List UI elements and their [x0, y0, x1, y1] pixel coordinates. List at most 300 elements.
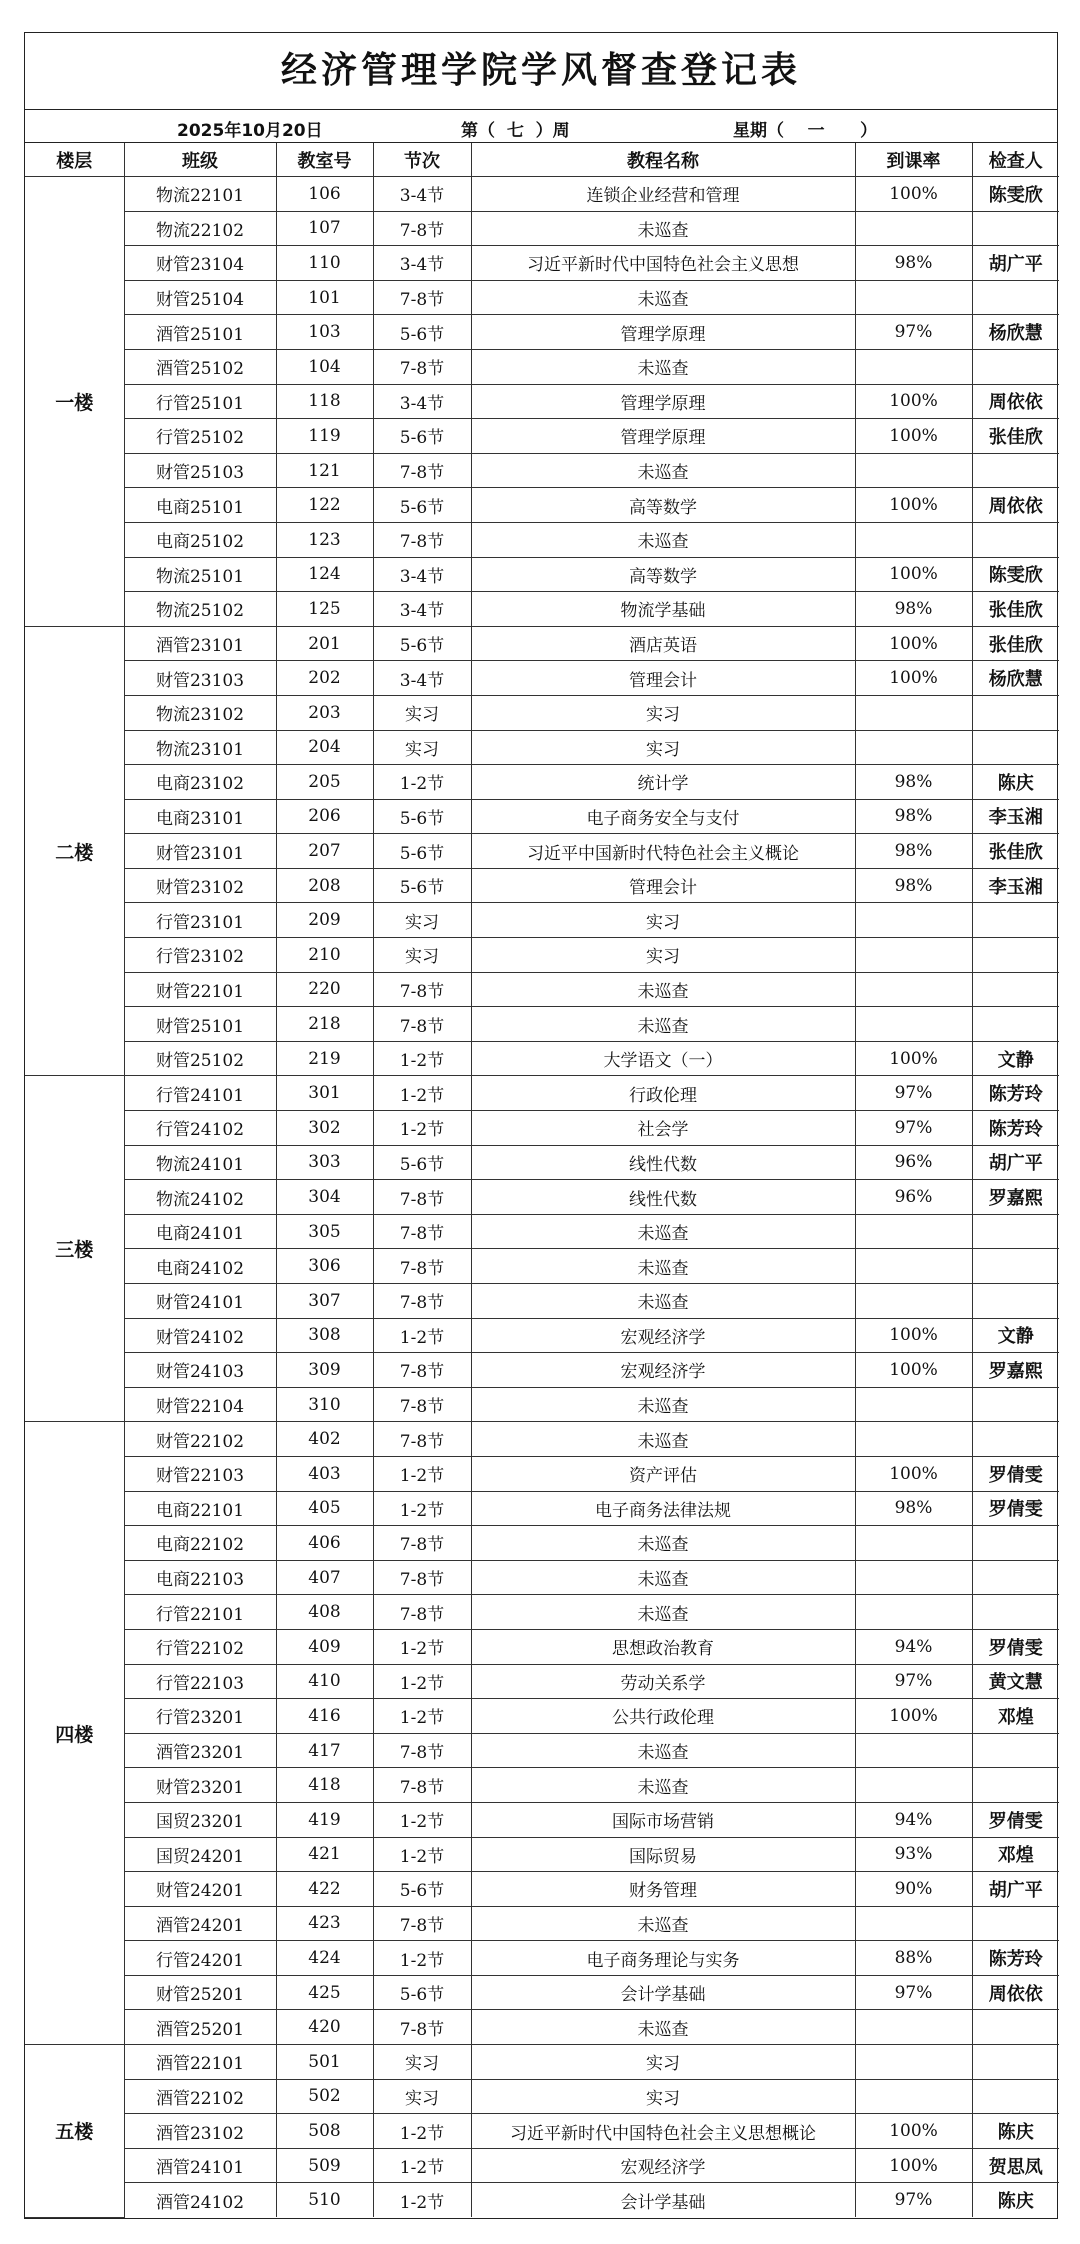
attendance-cell	[855, 1387, 972, 1422]
period-cell: 3-4节	[373, 661, 471, 696]
room-cell: 125	[276, 592, 373, 627]
table-body	[25, 177, 1059, 2218]
inspector-cell	[972, 1249, 1059, 1284]
course-cell: 未巡查	[471, 211, 855, 246]
room-cell: 510	[276, 2183, 373, 2217]
course-cell: 未巡查	[471, 453, 855, 488]
inspector-cell: 周依依	[972, 384, 1059, 419]
period-cell: 7-8节	[373, 1733, 471, 1768]
inspector-cell: 黄文慧	[972, 1664, 1059, 1699]
class-cell: 财管24103	[124, 1353, 276, 1388]
inspector-cell: 李玉湘	[972, 799, 1059, 834]
table-row	[25, 1145, 1059, 1180]
room-cell: 403	[276, 1456, 373, 1491]
attendance-cell	[855, 2045, 972, 2080]
table-row	[25, 1802, 1059, 1837]
class-cell: 财管23201	[124, 1768, 276, 1803]
course-cell: 未巡查	[471, 349, 855, 384]
class-cell: 财管25102	[124, 1041, 276, 1076]
period-cell: 5-6节	[373, 1872, 471, 1907]
attendance-cell: 98%	[855, 592, 972, 627]
class-cell: 电商23101	[124, 799, 276, 834]
table-row	[25, 384, 1059, 419]
inspector-cell	[972, 1560, 1059, 1595]
course-cell: 会计学基础	[471, 1975, 855, 2010]
class-cell: 物流25102	[124, 592, 276, 627]
inspector-cell: 周依依	[972, 488, 1059, 523]
room-cell: 203	[276, 695, 373, 730]
course-cell: 管理学原理	[471, 419, 855, 454]
inspector-cell: 陈雯欣	[972, 177, 1059, 212]
period-cell: 7-8节	[373, 349, 471, 384]
inspector-cell: 陈芳玲	[972, 1076, 1059, 1111]
attendance-cell	[855, 903, 972, 938]
room-cell: 303	[276, 1145, 373, 1180]
period-cell: 1-2节	[373, 1318, 471, 1353]
class-cell: 财管24201	[124, 1872, 276, 1907]
room-cell: 406	[276, 1526, 373, 1561]
attendance-cell: 97%	[855, 1975, 972, 2010]
room-cell: 416	[276, 1699, 373, 1734]
inspector-cell: 罗倩雯	[972, 1802, 1059, 1837]
room-cell: 219	[276, 1041, 373, 1076]
floor-cell: 三楼	[25, 1076, 124, 1422]
inspector-cell: 罗嘉熙	[972, 1353, 1059, 1388]
class-cell: 财管22101	[124, 972, 276, 1007]
period-cell: 1-2节	[373, 1076, 471, 1111]
attendance-cell: 90%	[855, 1872, 972, 1907]
course-cell: 未巡查	[471, 1284, 855, 1319]
course-cell: 习近平新时代中国特色社会主义思想概论	[471, 2114, 855, 2149]
header-floor: 楼层	[25, 143, 124, 177]
period-cell: 5-6节	[373, 1145, 471, 1180]
week-text: 第（ 七 ）周	[461, 121, 570, 141]
inspector-cell	[972, 938, 1059, 973]
room-cell: 424	[276, 1941, 373, 1976]
room-cell: 124	[276, 557, 373, 592]
period-cell: 3-4节	[373, 246, 471, 281]
course-cell: 习近平中国新时代特色社会主义概论	[471, 834, 855, 869]
room-cell: 201	[276, 626, 373, 661]
period-cell: 1-2节	[373, 1941, 471, 1976]
table-row	[25, 1560, 1059, 1595]
class-cell: 物流22101	[124, 177, 276, 212]
table-row	[25, 1318, 1059, 1353]
period-cell: 5-6节	[373, 1975, 471, 2010]
course-cell: 实习	[471, 2045, 855, 2080]
inspector-cell	[972, 972, 1059, 1007]
table-row	[25, 1076, 1059, 1111]
room-cell: 508	[276, 2114, 373, 2149]
class-cell: 行管22101	[124, 1595, 276, 1630]
class-cell: 电商25102	[124, 522, 276, 557]
attendance-cell: 100%	[855, 2148, 972, 2183]
period-cell: 1-2节	[373, 2148, 471, 2183]
course-cell: 实习	[471, 938, 855, 973]
period-cell: 5-6节	[373, 419, 471, 454]
inspector-cell: 贺思凤	[972, 2148, 1059, 2183]
table-row	[25, 1733, 1059, 1768]
weekday-text: 星期（ 一 ）	[733, 121, 878, 141]
attendance-cell: 98%	[855, 1491, 972, 1526]
course-cell: 高等数学	[471, 488, 855, 523]
table-row	[25, 349, 1059, 384]
period-cell: 7-8节	[373, 1906, 471, 1941]
table-row	[25, 1526, 1059, 1561]
period-cell: 实习	[373, 938, 471, 973]
room-cell: 204	[276, 730, 373, 765]
course-cell: 行政伦理	[471, 1076, 855, 1111]
period-cell: 1-2节	[373, 1664, 471, 1699]
class-cell: 酒管22101	[124, 2045, 276, 2080]
class-cell: 财管23103	[124, 661, 276, 696]
table-row	[25, 315, 1059, 350]
class-cell: 财管23102	[124, 868, 276, 903]
table-row	[25, 419, 1059, 454]
period-cell: 1-2节	[373, 1456, 471, 1491]
attendance-cell: 98%	[855, 868, 972, 903]
course-cell: 电子商务法律法规	[471, 1491, 855, 1526]
table-row	[25, 1941, 1059, 1976]
course-cell: 未巡查	[471, 522, 855, 557]
period-cell: 5-6节	[373, 315, 471, 350]
attendance-cell	[855, 695, 972, 730]
table-row	[25, 1180, 1059, 1215]
table-row	[25, 592, 1059, 627]
class-cell: 酒管25101	[124, 315, 276, 350]
attendance-cell	[855, 1007, 972, 1042]
room-cell: 501	[276, 2045, 373, 2080]
table-row	[25, 2010, 1059, 2045]
attendance-cell: 98%	[855, 799, 972, 834]
inspector-cell: 张佳欣	[972, 592, 1059, 627]
header-period: 节次	[373, 143, 471, 177]
inspector-cell: 陈芳玲	[972, 1941, 1059, 1976]
room-cell: 302	[276, 1111, 373, 1146]
room-cell: 402	[276, 1422, 373, 1457]
inspector-cell: 陈庆	[972, 2183, 1059, 2217]
class-cell: 酒管23101	[124, 626, 276, 661]
class-cell: 行管24101	[124, 1076, 276, 1111]
table-row	[25, 1664, 1059, 1699]
class-cell: 酒管22102	[124, 2079, 276, 2114]
room-cell: 405	[276, 1491, 373, 1526]
room-cell: 210	[276, 938, 373, 973]
room-cell: 509	[276, 2148, 373, 2183]
inspector-cell	[972, 1214, 1059, 1249]
class-cell: 财管25201	[124, 1975, 276, 2010]
attendance-cell: 98%	[855, 834, 972, 869]
course-cell: 宏观经济学	[471, 1318, 855, 1353]
inspector-cell	[972, 2079, 1059, 2114]
period-cell: 3-4节	[373, 177, 471, 212]
table-row	[25, 1456, 1059, 1491]
table-row	[25, 1214, 1059, 1249]
period-cell: 7-8节	[373, 1560, 471, 1595]
class-cell: 财管25101	[124, 1007, 276, 1042]
inspector-cell	[972, 903, 1059, 938]
course-cell: 实习	[471, 2079, 855, 2114]
attendance-cell	[855, 280, 972, 315]
attendance-cell: 100%	[855, 1041, 972, 1076]
room-cell: 422	[276, 1872, 373, 1907]
course-cell: 连锁企业经营和管理	[471, 177, 855, 212]
course-cell: 电子商务理论与实务	[471, 1941, 855, 1976]
course-cell: 管理学原理	[471, 384, 855, 419]
attendance-cell: 97%	[855, 1111, 972, 1146]
attendance-cell	[855, 522, 972, 557]
inspector-cell	[972, 1284, 1059, 1319]
header-class: 班级	[124, 143, 276, 177]
table-row	[25, 522, 1059, 557]
course-cell: 未巡查	[471, 1007, 855, 1042]
period-cell: 5-6节	[373, 834, 471, 869]
course-cell: 电子商务安全与支付	[471, 799, 855, 834]
inspector-cell: 周依依	[972, 1975, 1059, 2010]
period-cell: 1-2节	[373, 1491, 471, 1526]
course-cell: 未巡查	[471, 1560, 855, 1595]
inspector-cell: 张佳欣	[972, 626, 1059, 661]
inspector-cell: 胡广平	[972, 1145, 1059, 1180]
period-cell: 7-8节	[373, 1214, 471, 1249]
period-cell: 1-2节	[373, 765, 471, 800]
class-cell: 物流24101	[124, 1145, 276, 1180]
room-cell: 425	[276, 1975, 373, 2010]
table-row	[25, 1422, 1059, 1457]
course-cell: 习近平新时代中国特色社会主义思想	[471, 246, 855, 281]
class-cell: 酒管25102	[124, 349, 276, 384]
course-cell: 未巡查	[471, 1768, 855, 1803]
course-cell: 资产评估	[471, 1456, 855, 1491]
table-row	[25, 1387, 1059, 1422]
inspector-cell: 邓煌	[972, 1699, 1059, 1734]
period-cell: 7-8节	[373, 1007, 471, 1042]
inspector-cell: 胡广平	[972, 246, 1059, 281]
period-cell: 7-8节	[373, 1284, 471, 1319]
table-row	[25, 730, 1059, 765]
floor-cell: 一楼	[25, 177, 124, 627]
attendance-cell: 100%	[855, 1318, 972, 1353]
course-cell: 国际市场营销	[471, 1802, 855, 1837]
room-cell: 218	[276, 1007, 373, 1042]
room-cell: 407	[276, 1560, 373, 1595]
course-cell: 未巡查	[471, 1422, 855, 1457]
table-row	[25, 1111, 1059, 1146]
class-cell: 财管22104	[124, 1387, 276, 1422]
attendance-cell: 97%	[855, 1076, 972, 1111]
inspector-cell: 邓煌	[972, 1837, 1059, 1872]
room-cell: 409	[276, 1629, 373, 1664]
inspector-cell: 罗倩雯	[972, 1456, 1059, 1491]
table-row	[25, 799, 1059, 834]
period-cell: 7-8节	[373, 280, 471, 315]
course-cell: 实习	[471, 730, 855, 765]
period-cell: 7-8节	[373, 1180, 471, 1215]
class-cell: 国贸23201	[124, 1802, 276, 1837]
table-row	[25, 626, 1059, 661]
room-cell: 101	[276, 280, 373, 315]
inspector-cell	[972, 1526, 1059, 1561]
table-row	[25, 2079, 1059, 2114]
period-cell: 7-8节	[373, 1249, 471, 1284]
period-cell: 实习	[373, 730, 471, 765]
period-cell: 7-8节	[373, 972, 471, 1007]
table-row	[25, 2114, 1059, 2149]
class-cell: 酒管24101	[124, 2148, 276, 2183]
table-row	[25, 938, 1059, 973]
course-cell: 思想政治教育	[471, 1629, 855, 1664]
room-cell: 107	[276, 211, 373, 246]
inspector-cell: 胡广平	[972, 1872, 1059, 1907]
room-cell: 419	[276, 1802, 373, 1837]
room-cell: 408	[276, 1595, 373, 1630]
inspector-cell	[972, 730, 1059, 765]
room-cell: 421	[276, 1837, 373, 1872]
inspector-cell: 张佳欣	[972, 834, 1059, 869]
table-row	[25, 177, 1059, 212]
period-cell: 5-6节	[373, 626, 471, 661]
class-cell: 行管24201	[124, 1941, 276, 1976]
attendance-cell: 100%	[855, 488, 972, 523]
attendance-cell: 97%	[855, 1664, 972, 1699]
period-cell: 7-8节	[373, 1768, 471, 1803]
table-row	[25, 1595, 1059, 1630]
room-cell: 104	[276, 349, 373, 384]
course-cell: 管理会计	[471, 661, 855, 696]
attendance-cell	[855, 1768, 972, 1803]
room-cell: 304	[276, 1180, 373, 1215]
course-cell: 线性代数	[471, 1145, 855, 1180]
course-cell: 财务管理	[471, 1872, 855, 1907]
attendance-cell: 96%	[855, 1180, 972, 1215]
attendance-cell: 100%	[855, 1699, 972, 1734]
table-row	[25, 2045, 1059, 2080]
course-cell: 大学语文（一）	[471, 1041, 855, 1076]
attendance-cell: 100%	[855, 1456, 972, 1491]
table-row	[25, 1768, 1059, 1803]
attendance-cell: 100%	[855, 2114, 972, 2149]
table-row	[25, 2183, 1059, 2217]
class-cell: 行管22102	[124, 1629, 276, 1664]
inspector-cell: 陈雯欣	[972, 557, 1059, 592]
table-row	[25, 834, 1059, 869]
class-cell: 行管25101	[124, 384, 276, 419]
course-cell: 酒店英语	[471, 626, 855, 661]
class-cell: 物流22102	[124, 211, 276, 246]
course-cell: 会计学基础	[471, 2183, 855, 2217]
attendance-cell: 97%	[855, 315, 972, 350]
attendance-cell	[855, 2079, 972, 2114]
period-cell: 7-8节	[373, 1526, 471, 1561]
class-cell: 电商22102	[124, 1526, 276, 1561]
class-cell: 酒管24102	[124, 2183, 276, 2217]
course-cell: 管理会计	[471, 868, 855, 903]
period-cell: 实习	[373, 695, 471, 730]
room-cell: 417	[276, 1733, 373, 1768]
room-cell: 220	[276, 972, 373, 1007]
inspector-cell: 罗嘉熙	[972, 1180, 1059, 1215]
class-cell: 财管24101	[124, 1284, 276, 1319]
period-cell: 1-2节	[373, 1041, 471, 1076]
inspector-cell: 杨欣慧	[972, 315, 1059, 350]
room-cell: 502	[276, 2079, 373, 2114]
class-cell: 酒管24201	[124, 1906, 276, 1941]
course-cell: 劳动关系学	[471, 1664, 855, 1699]
period-cell: 3-4节	[373, 592, 471, 627]
header-attendance: 到课率	[855, 143, 972, 177]
inspector-cell	[972, 1906, 1059, 1941]
room-cell: 308	[276, 1318, 373, 1353]
table-row	[25, 1491, 1059, 1526]
period-cell: 1-2节	[373, 1837, 471, 1872]
floor-cell: 五楼	[25, 2045, 124, 2217]
inspector-cell	[972, 1387, 1059, 1422]
period-cell: 5-6节	[373, 868, 471, 903]
inspector-cell: 文静	[972, 1041, 1059, 1076]
class-cell: 行管25102	[124, 419, 276, 454]
room-cell: 301	[276, 1076, 373, 1111]
inspection-form	[24, 32, 1058, 2219]
room-cell: 306	[276, 1249, 373, 1284]
class-cell: 酒管23102	[124, 2114, 276, 2149]
attendance-cell	[855, 730, 972, 765]
attendance-cell: 94%	[855, 1629, 972, 1664]
class-cell: 酒管23201	[124, 1733, 276, 1768]
inspector-cell: 罗倩雯	[972, 1491, 1059, 1526]
table-row	[25, 488, 1059, 523]
attendance-cell	[855, 1422, 972, 1457]
attendance-cell	[855, 938, 972, 973]
course-cell: 未巡查	[471, 2010, 855, 2045]
attendance-cell	[855, 1284, 972, 1319]
class-cell: 电商25101	[124, 488, 276, 523]
class-cell: 电商22103	[124, 1560, 276, 1595]
period-cell: 1-2节	[373, 1802, 471, 1837]
class-cell: 财管23101	[124, 834, 276, 869]
room-cell: 410	[276, 1664, 373, 1699]
class-cell: 行管24102	[124, 1111, 276, 1146]
table-row	[25, 765, 1059, 800]
class-cell: 财管25104	[124, 280, 276, 315]
table-row	[25, 1872, 1059, 1907]
attendance-cell	[855, 349, 972, 384]
period-cell: 7-8节	[373, 453, 471, 488]
attendance-cell: 88%	[855, 1941, 972, 1976]
floor-cell: 四楼	[25, 1422, 124, 2045]
period-cell: 7-8节	[373, 1353, 471, 1388]
course-cell: 线性代数	[471, 1180, 855, 1215]
room-cell: 206	[276, 799, 373, 834]
attendance-cell: 100%	[855, 1353, 972, 1388]
period-cell: 3-4节	[373, 384, 471, 419]
attendance-cell: 100%	[855, 419, 972, 454]
course-cell: 实习	[471, 695, 855, 730]
course-cell: 统计学	[471, 765, 855, 800]
inspector-cell	[972, 453, 1059, 488]
table-row	[25, 1041, 1059, 1076]
inspector-cell: 文静	[972, 1318, 1059, 1353]
course-cell: 未巡查	[471, 972, 855, 1007]
table-row	[25, 1353, 1059, 1388]
inspector-cell	[972, 349, 1059, 384]
header-course: 教程名称	[471, 143, 855, 177]
table-row	[25, 1906, 1059, 1941]
table-row	[25, 2148, 1059, 2183]
inspector-cell	[972, 2010, 1059, 2045]
table-row	[25, 246, 1059, 281]
date-text: 2025年10月20日	[177, 121, 323, 141]
course-cell: 社会学	[471, 1111, 855, 1146]
